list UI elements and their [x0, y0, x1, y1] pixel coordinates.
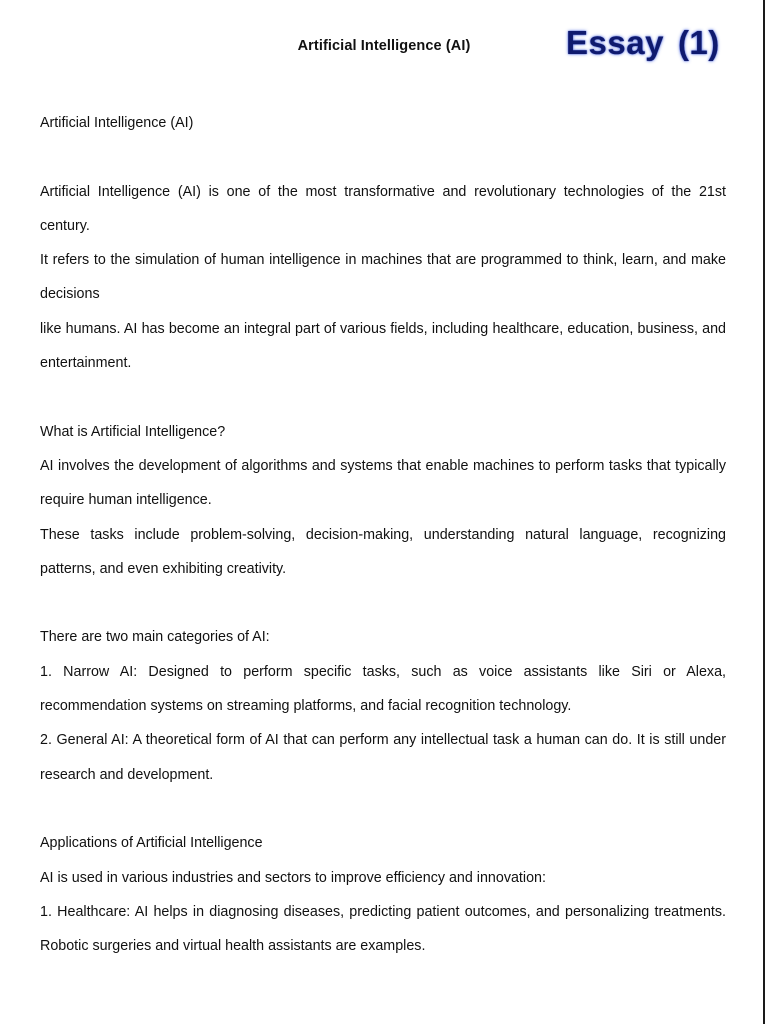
section-heading-categories: There are two main categories of AI: [40, 629, 270, 646]
applications-intro: AI is used in various industries and sectors to improve efficiency and innovation: [40, 869, 546, 886]
category-item-general: 2. General AI: A theoretical form of AI that can perform any intellectual task a human can do. It is still under research and development. [40, 732, 726, 783]
what-paragraph-2: These tasks include problem-solving, decision-making, understanding natural language, recognizing patterns, and even exhibiting creativity. [40, 526, 726, 577]
page-edge-line [763, 0, 765, 1024]
paragraph-gap [40, 140, 726, 174]
essay-body [40, 106, 726, 963]
section-heading-applications: Applications of Artificial Intelligence [40, 835, 263, 852]
category-item-narrow: 1. Narrow AI: Designed to perform specific tasks, such as voice assistants like Siri or Alexa, recommendation systems on streaming platforms, and facial recognition technology. [40, 663, 726, 715]
application-item-healthcare: 1. Healthcare: AI helps in diagnosing diseases, predicting patient outcomes, and personalizing treatments. Robotic surgeries and virtual health assistants are examples. [40, 903, 726, 955]
paragraph-gap [40, 380, 726, 414]
intro-paragraph-3: like humans. AI has become an integral part of various fields, including healthcare, education, business, and entertainment. [40, 320, 726, 372]
essay-stamp-word: Essay [566, 24, 664, 61]
what-paragraph-1: AI involves the development of algorithms and systems that enable machines to perform tasks that typically require human intelligence. [40, 457, 726, 509]
paragraph-gap [40, 792, 726, 826]
intro-paragraph-2: It refers to the simulation of human intelligence in machines that are programmed to think, learn, and make decisions [40, 252, 726, 303]
essay-stamp-number: (1) [677, 24, 720, 61]
paragraph-gap [40, 586, 726, 620]
section-heading-what: What is Artificial Intelligence? [40, 423, 226, 440]
essay-stamp [566, 24, 720, 62]
document-title: Artificial Intelligence (AI) [297, 38, 471, 54]
section-heading-intro: Artificial Intelligence (AI) [40, 115, 194, 131]
intro-paragraph-1: Artificial Intelligence (AI) is one of the most transformative and revolutionary technologies of the 21st century. [40, 183, 726, 234]
